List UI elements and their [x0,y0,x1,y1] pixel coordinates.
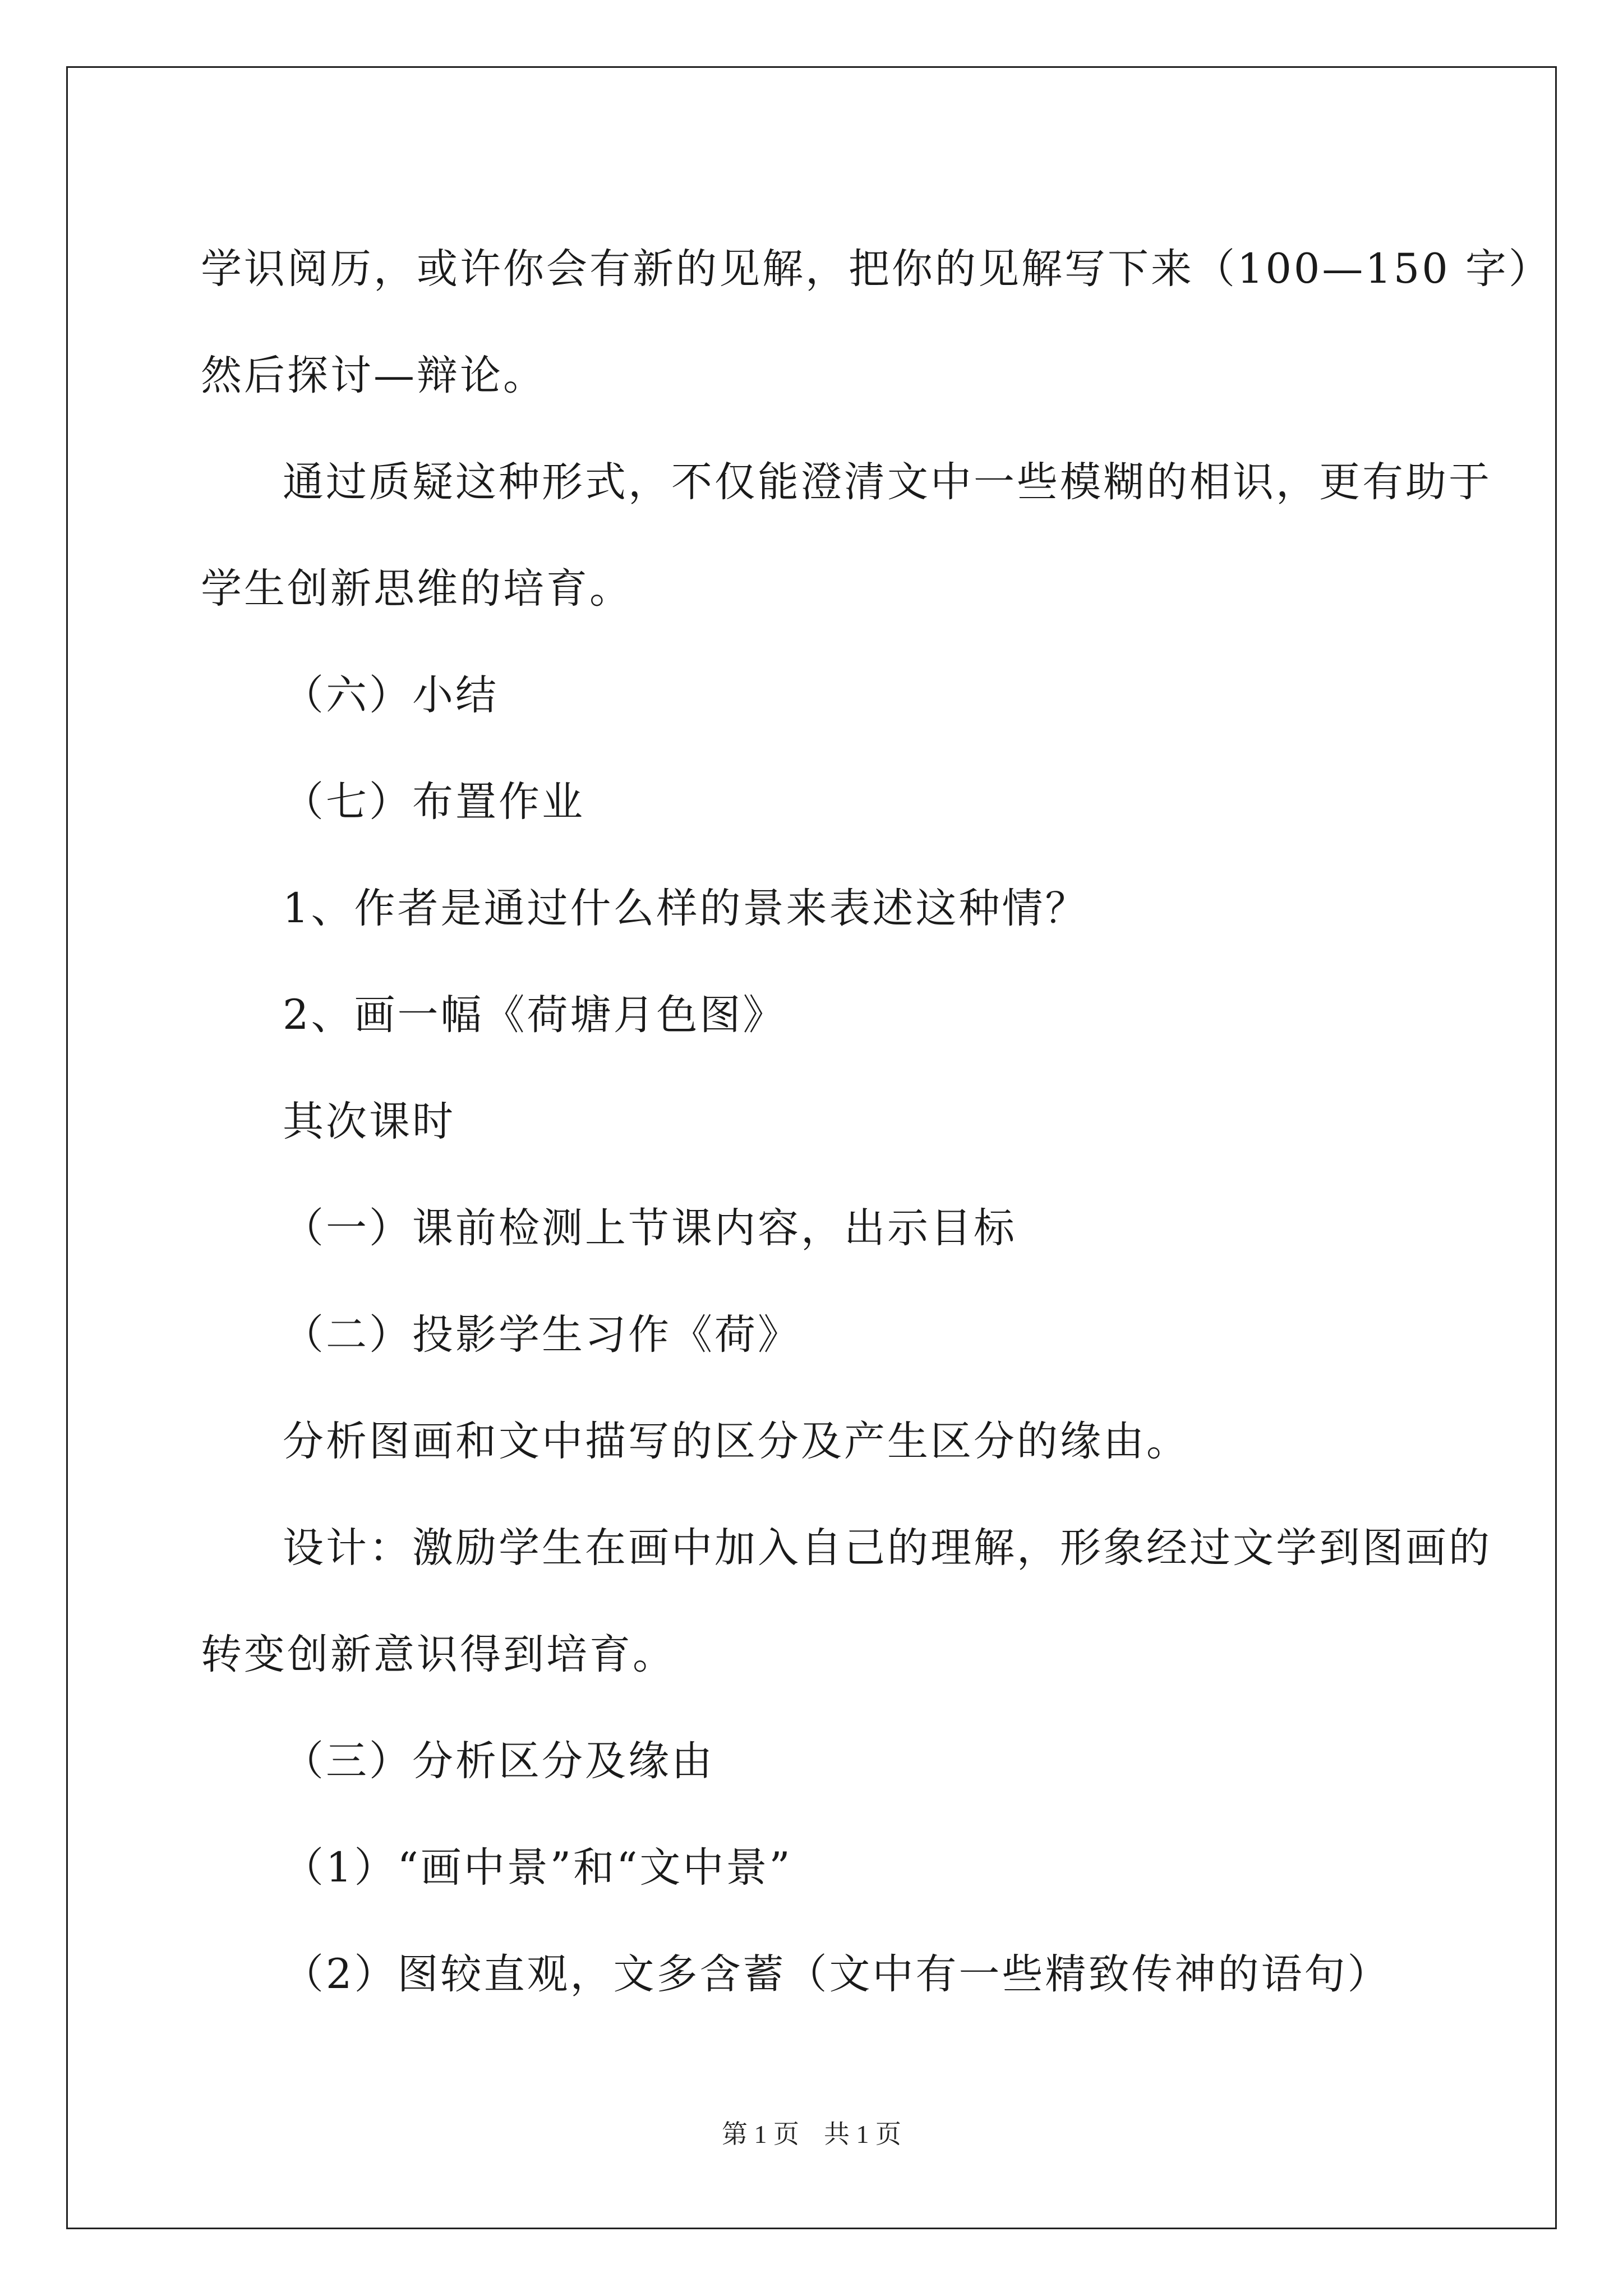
section-heading: 其次课时 [283,1098,455,1145]
section-heading: （一）课前检测上节课内容，出示目标 [283,1204,1017,1252]
section-heading: （三）分析区分及缘由 [283,1737,714,1785]
list-item: （2）图较直观，文多含蓄（文中有一些精致传神的语句） [283,1950,1391,1998]
section-heading: （六）小结 [283,671,499,719]
page-footer [0,2114,1623,2151]
list-item: 1、作者是通过什么样的景来表述这种情？ [283,885,1089,932]
list-item: 2、画一幅《荷塘月色图》 [283,991,786,1039]
page-total: 共 1 页 [824,2120,901,2148]
paragraph: 学识阅历，或许你会有新的见解，把你的见解写下来（100—150 字） [201,245,1552,293]
paragraph: 学生创新思维的培育。 [201,565,633,613]
paragraph: 然后探讨—辩论。 [201,352,546,399]
list-item: （1）“画中景”和“文中景” [283,1844,792,1892]
page-number: 第 1 页 [722,2120,799,2148]
section-heading: （七）布置作业 [283,778,585,826]
paragraph: 转变创新意识得到培育。 [201,1631,676,1678]
paragraph: 设计：激励学生在画中加入自己的理解，形象经过文学到图画的 [283,1524,1492,1572]
section-heading: （二）投影学生习作《荷》 [283,1311,801,1359]
paragraph: 分析图画和文中描写的区分及产生区分的缘由。 [283,1418,1189,1465]
paragraph: 通过质疑这种形式，不仅能澄清文中一些模糊的相识，更有助于 [283,458,1492,506]
document-body [201,216,1552,2028]
